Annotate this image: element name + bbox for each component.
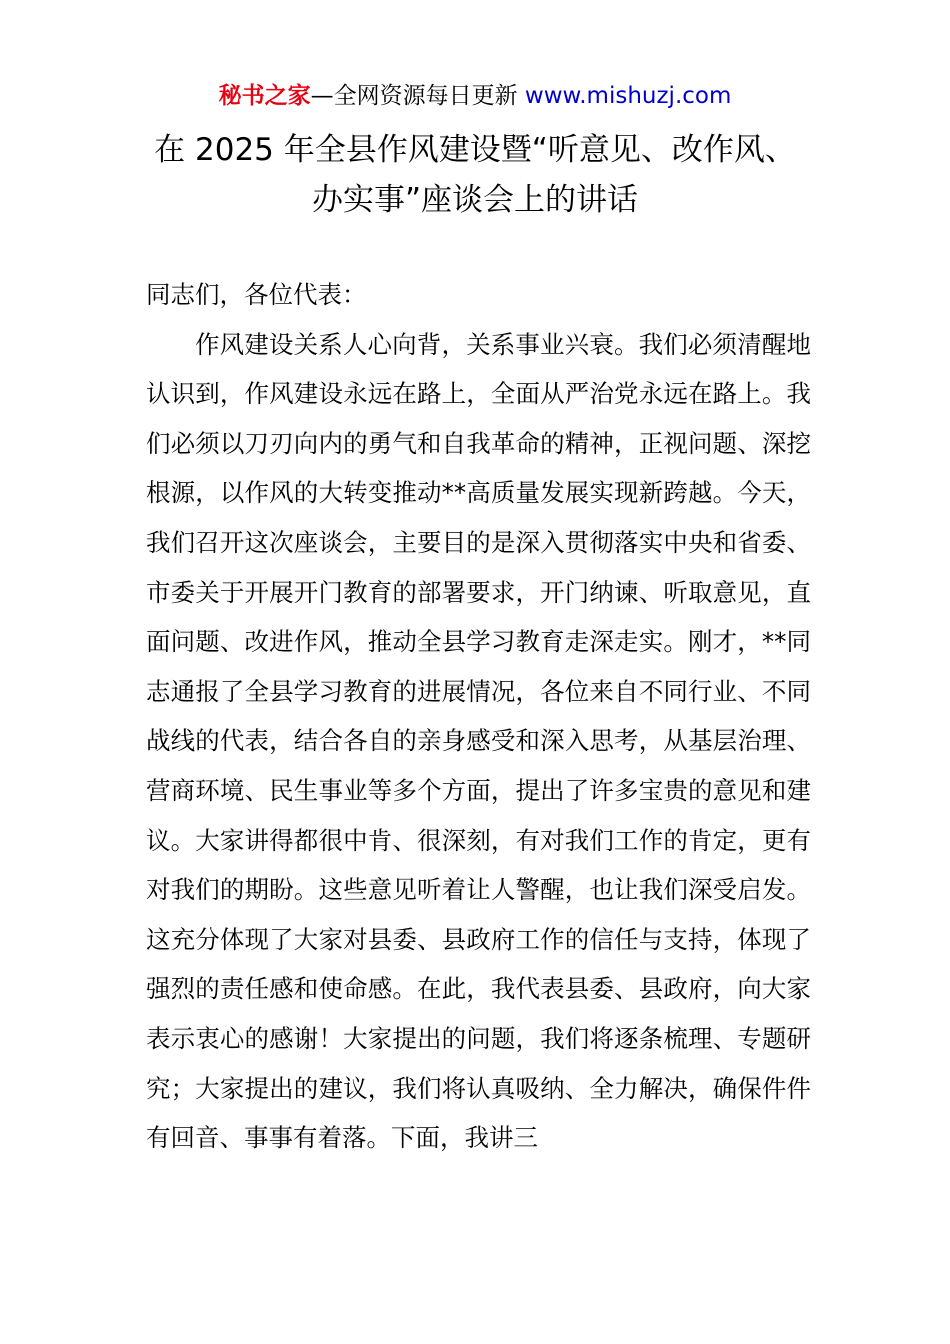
document-title-line-2: 办实事”座谈会上的讲话 [311,182,639,218]
site-url-link[interactable]: www.mishuzj.com [524,83,732,109]
document-title [0,125,950,225]
document-body [146,270,811,1163]
body-paragraph: 作风建设关系人心向背，关系事业兴衰。我们必须清醒地认识到，作风建设永远在路上，全面从严治党永远在路上。我们必须以刀刃向内的勇气和自我革命的精神，正视问题、深挖根源，以作风的大转变推动**高质量发展实现新跨越。今天，我们召开这次座谈会，主要目的是深入贯彻落实中央和省委、市委关于开展开门教育的部署要求，开门纳谏、听取意见，直面问题、改进作风，推动全县学习教育走深走实。刚才，**同志通报了全县学习教育的进展情况，各位来自不同行业、不同战线的代表，结合各自的亲身感受和深入思考，从基层治理、营商环境、民生事业等多个方面，提出了许多宝贵的意见和建议。大家讲得都很中肯、很深刻，有对我们工作的肯定，更有对我们的期盼。这些意见听着让人警醒，也让我们深受启发。这充分体现了大家对县委、县政府工作的信任与支持，体现了强烈的责任感和使命感。在此，我代表县委、县政府，向大家表示衷心的感谢！大家提出的问题，我们将逐条梳理、专题研究；大家提出的建议，我们将认真吸纳、全力解决，确保件件有回音、事事有着落。下面，我讲三 [146,329,811,1153]
site-brand: 秘书之家 [218,83,311,109]
document-title-line-1: 在 2025 年全县作风建设暨“听意见、改作风、 [154,132,796,168]
greeting-line: 同志们，各位代表： [146,280,367,309]
site-tagline: —全网资源每日更新 [310,83,518,109]
site-header [0,80,950,112]
